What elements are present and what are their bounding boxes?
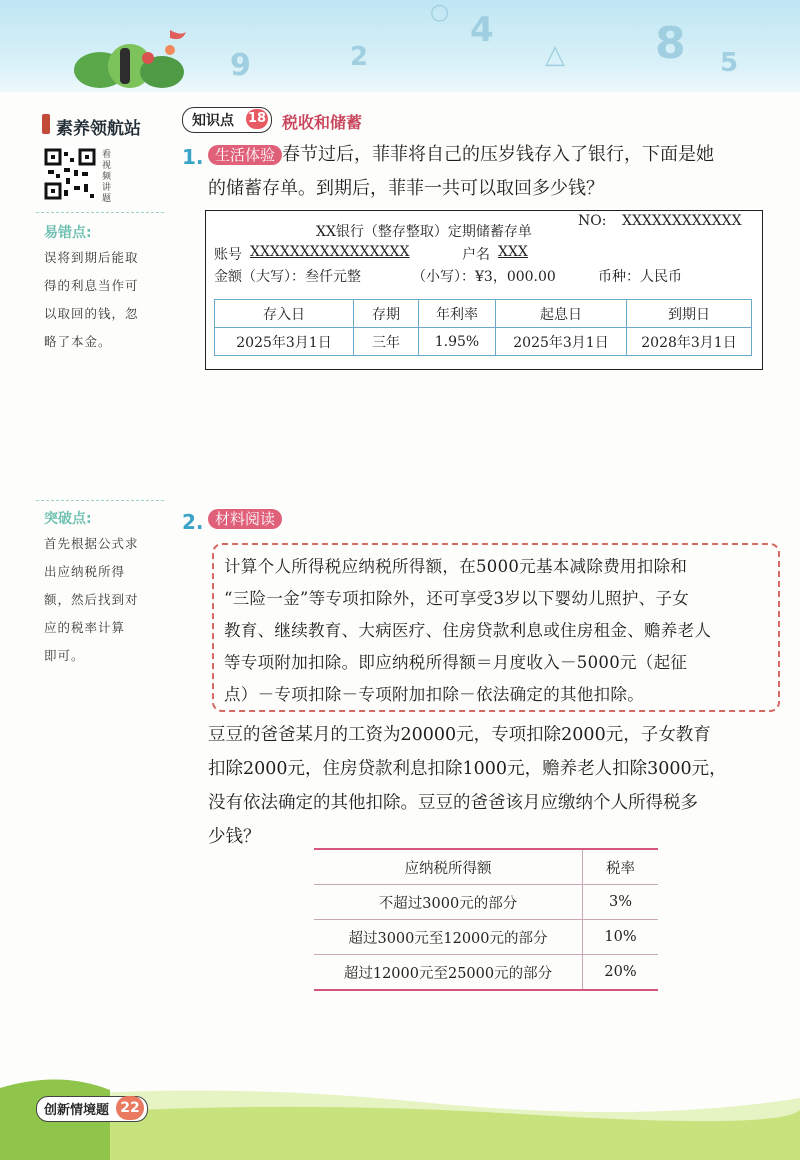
question-tag: 生活体验	[208, 145, 282, 165]
decor-number: 8	[655, 18, 686, 69]
break-line: 应的税率计算	[44, 620, 126, 635]
knowledge-point-label: 知识点	[192, 113, 234, 129]
material-text	[224, 551, 774, 711]
question-number: 1.	[182, 145, 204, 169]
sidebar-title: 素养领航站	[56, 119, 141, 139]
table-header: 税率	[583, 849, 659, 885]
table-cell: 不超过3000元的部分	[314, 885, 583, 920]
holder-name-label: 户名	[462, 247, 490, 263]
knowledge-point-number: 18	[246, 109, 268, 129]
error-line: 略了本金。	[44, 334, 112, 349]
break-point-text	[44, 530, 164, 670]
decor-number: 9	[230, 48, 251, 83]
table-row	[215, 328, 752, 356]
slip-no-label: NO:	[578, 213, 607, 229]
table-header: 存期	[354, 300, 419, 328]
table-cell: 3%	[583, 885, 659, 920]
table-row	[314, 920, 658, 955]
break-line: 首先根据公式求	[44, 536, 139, 551]
table-cell: 2025年3月1日	[496, 328, 627, 356]
amount-figures: （小写）：¥3，000.00	[412, 269, 556, 285]
error-line: 误将到期后能取	[44, 250, 139, 265]
material-line: 计算个人所得税应纳税所得额，在5000元基本减除费用扣除和	[224, 557, 688, 576]
table-cell: 10%	[583, 920, 659, 955]
slip-title: XX银行（整存整取）定期储蓄存单	[316, 224, 532, 240]
table-row	[314, 955, 658, 991]
material-line: 等专项附加扣除。即应纳税所得额＝月度收入－5000元（起征	[224, 653, 688, 672]
error-point-text	[44, 244, 164, 356]
currency: 币种：人民币	[598, 269, 682, 285]
table-header: 存入日	[215, 300, 354, 328]
error-line: 得的利息当作可	[44, 278, 139, 293]
error-point-heading: 易错点:	[44, 225, 92, 241]
question-1-line-1	[208, 138, 714, 172]
qr-label: 看视频讲题	[102, 150, 112, 204]
holder-name-value: XXX	[498, 244, 528, 260]
table-header: 起息日	[496, 300, 627, 328]
leaves-illustration	[70, 30, 190, 92]
table-cell: 2028年3月1日	[627, 328, 752, 356]
qr-code-icon[interactable]	[44, 148, 96, 200]
table-cell: 三年	[354, 328, 419, 356]
decor-circle: ○	[430, 0, 450, 25]
question-line: 豆豆的爸爸某月的工资为20000元，专项扣除2000元，子女教育	[208, 725, 711, 745]
sidebar-divider	[36, 500, 164, 501]
material-line: 教育、继续教育、大病医疗、住房贷款利息或住房租金、赡养老人	[224, 621, 712, 640]
table-cell: 超过12000元至25000元的部分	[314, 955, 583, 991]
break-point-heading: 突破点:	[44, 511, 92, 527]
table-cell: 超过3000元至12000元的部分	[314, 920, 583, 955]
slip-no-value: XXXXXXXXXXXX	[622, 213, 742, 229]
account-value: XXXXXXXXXXXXXXXX	[250, 244, 410, 260]
page-number: 22	[116, 1096, 144, 1120]
question-tag: 材料阅读	[208, 509, 282, 529]
table-header-row	[314, 849, 658, 885]
table-header: 年利率	[419, 300, 496, 328]
table-row	[314, 885, 658, 920]
decor-number: 4	[470, 10, 494, 50]
break-line: 出应纳税所得	[44, 564, 126, 579]
table-cell: 1.95%	[419, 328, 496, 356]
question-line: 没有依法确定的其他扣除。豆豆的爸爸该月应缴纳个人所得税多	[208, 793, 698, 813]
question-line: 扣除2000元，住房贷款利息扣除1000元，赡养老人扣除3000元，	[208, 759, 727, 779]
question-line: 少钱？	[208, 827, 261, 847]
footer-label: 创新情境题	[44, 1103, 110, 1118]
amount-words: 金额（大写）：叁仟元整	[214, 269, 361, 285]
error-line: 以取回的钱，忽	[44, 306, 139, 321]
break-line: 即可。	[44, 648, 85, 663]
question-text: 春节过后，菲菲将自己的压岁钱存入了银行，下面是她	[282, 144, 715, 165]
tax-rate-table	[314, 848, 658, 991]
deposit-slip	[205, 210, 763, 370]
material-line: 点）－专项扣除－专项附加扣除－依法确定的其他扣除。	[224, 685, 644, 704]
question-2-tag-line	[208, 502, 282, 536]
decor-triangle: △	[545, 40, 565, 70]
decor-number: 2	[350, 42, 369, 72]
sidebar-divider	[36, 212, 164, 213]
material-line: “三险一金”等专项扣除外，还可享受3岁以下婴幼儿照护、子女	[224, 589, 690, 608]
question-number: 2.	[182, 510, 204, 534]
table-cell: 20%	[583, 955, 659, 991]
decor-number: 5	[720, 48, 739, 78]
table-header-row	[215, 300, 752, 328]
deposit-table	[214, 299, 752, 356]
table-header: 到期日	[627, 300, 752, 328]
table-header: 应纳税所得额	[314, 849, 583, 885]
question-1-line-2: 的储蓄存单。到期后，菲菲一共可以取回多少钱？	[208, 178, 604, 199]
break-line: 额，然后找到对	[44, 592, 139, 607]
table-cell: 2025年3月1日	[215, 328, 354, 356]
section-title: 税收和储蓄	[282, 113, 363, 132]
sidebar-flag-icon	[42, 114, 50, 134]
account-label: 账号	[214, 247, 242, 263]
question-2-text	[208, 718, 783, 854]
